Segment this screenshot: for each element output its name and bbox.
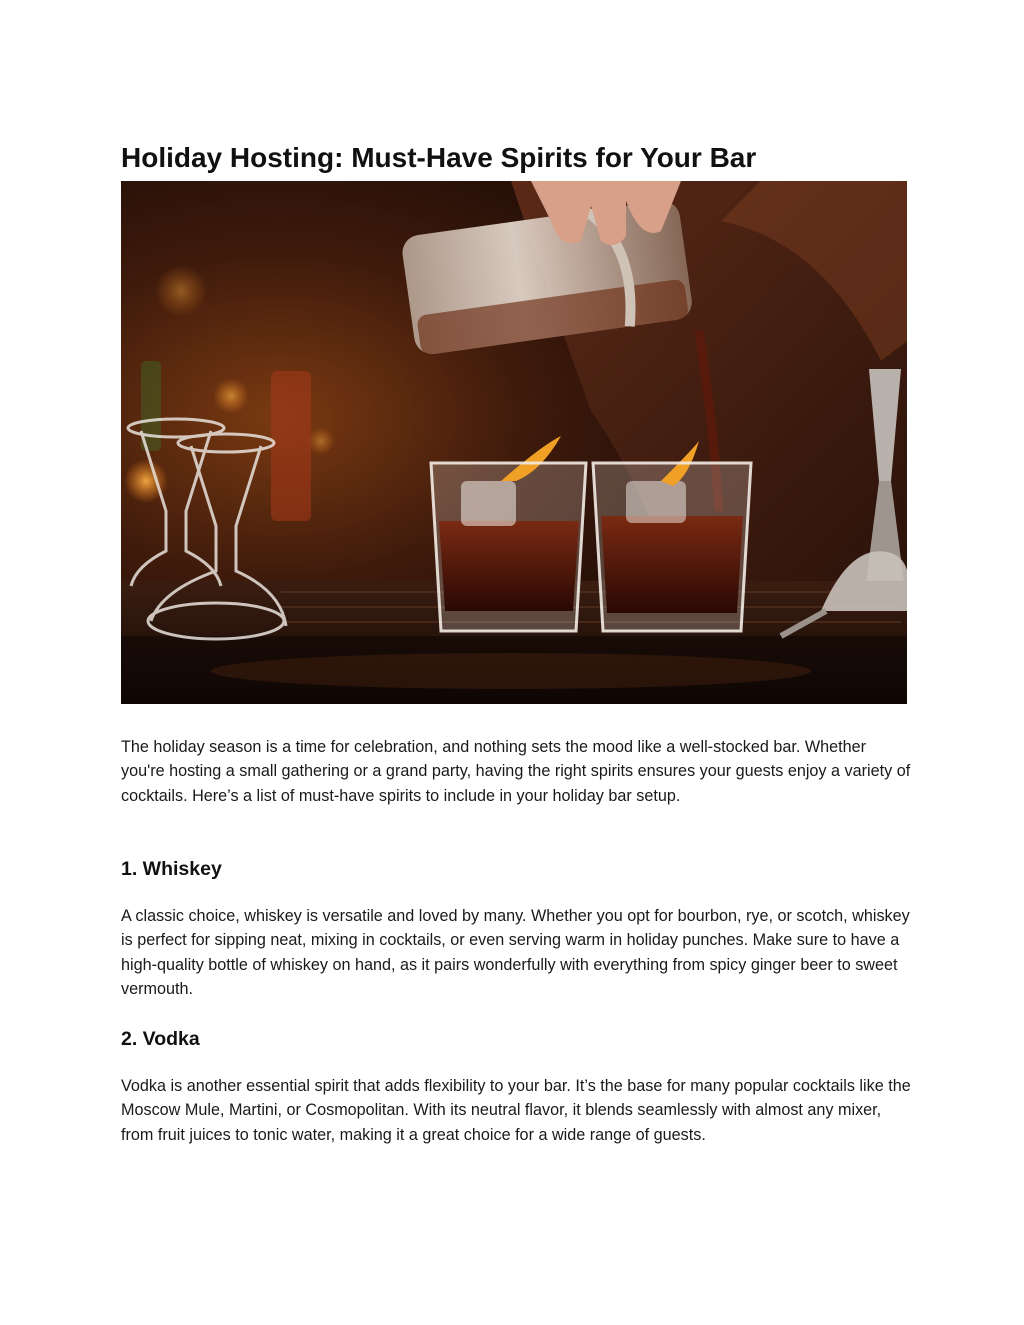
section-heading-vodka: 2. Vodka	[121, 1028, 200, 1050]
section-body-whiskey: A classic choice, whiskey is versatile and loved by many. Whether you opt for bourbon, rye, or scotch, whiskey is perfect for sipping neat, mixing in cocktails, or even serving warm in holiday punches. Make sure to have a high-quality bottle of whiskey on hand, as it pairs wonderfully with everything from spicy ginger beer to sweet vermouth.	[121, 907, 910, 999]
page-title: Holiday Hosting: Must-Have Spirits for Your Bar	[121, 142, 757, 173]
hero-image-bartender-pouring-cocktails	[121, 181, 907, 704]
intro-paragraph: The holiday season is a time for celebration, and nothing sets the mood like a well-stocked bar. Whether you're hosting a small gathering or a grand party, having the right spirits ensures your guests enjoy a variety of cocktails. Here’s a list of must-have spirits to include in your holiday bar setup.	[121, 738, 911, 805]
section-body-vodka: Vodka is another essential spirit that adds flexibility to your bar. It’s the base for many popular cocktails like the Moscow Mule, Martini, or Cosmopolitan. With its neutral flavor, it blends seamlessly with almost any mixer, from fruit juices to tonic water, making it a great choice for a wide range of guests.	[121, 1077, 911, 1144]
section-heading-whiskey: 1. Whiskey	[121, 858, 222, 880]
